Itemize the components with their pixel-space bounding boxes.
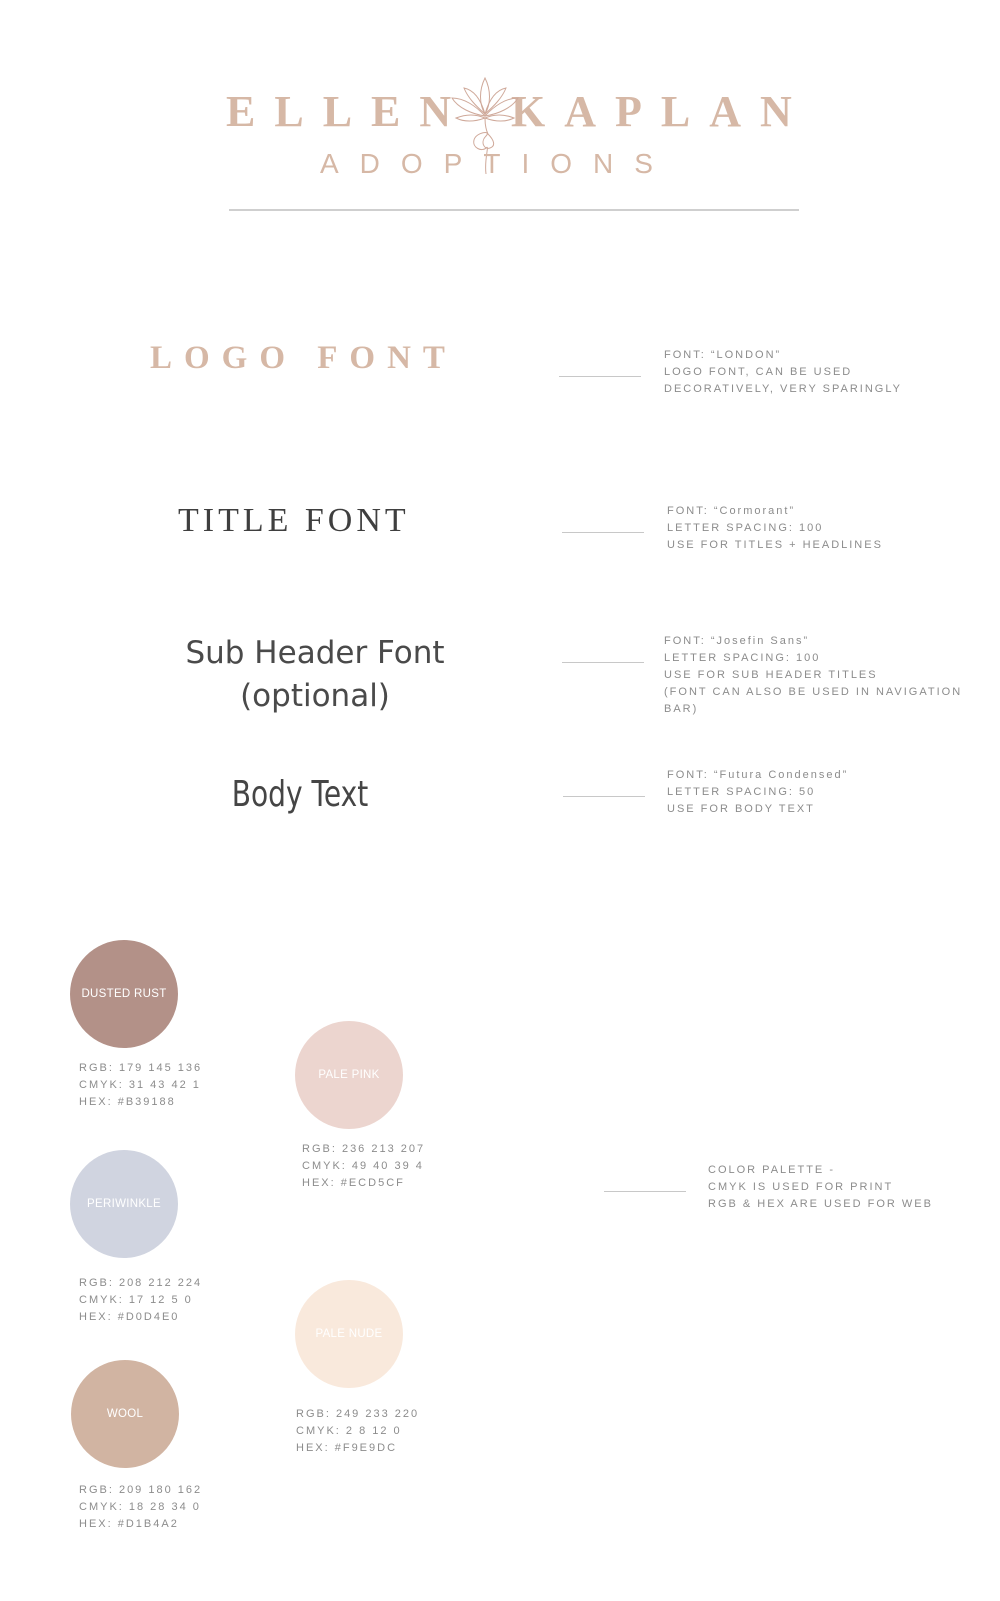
- note-line: FONT: “Josefin Sans”: [664, 635, 810, 647]
- note-line: FONT: “Futura Condensed”: [667, 769, 849, 781]
- swatch-label: WOOL: [106, 1408, 144, 1420]
- note-line: LETTER SPACING: 100: [667, 522, 824, 534]
- note-line: LETTER SPACING: 100: [664, 652, 821, 664]
- cmyk-value: CMYK: 31 43 42 1: [79, 1079, 201, 1091]
- cmyk-value: CMYK: 2 8 12 0: [296, 1425, 402, 1437]
- swatch-periwinkle: [70, 1150, 178, 1258]
- rgb-value: RGB: 179 145 136: [79, 1062, 203, 1074]
- note-line: DECORATIVELY, VERY SPARINGLY: [664, 383, 902, 395]
- logo-font-notes: [664, 347, 902, 398]
- swatch-values-pale-pink: [302, 1141, 425, 1192]
- body-font-sample: Body Text: [231, 774, 369, 815]
- sub-header-sample-line: (optional): [240, 678, 390, 714]
- title-font-notes: [667, 503, 883, 554]
- hex-value: HEX: #B39188: [79, 1096, 176, 1108]
- logo-font-sample: LOGO FONT: [150, 340, 457, 376]
- sub-header-font-notes: [664, 633, 1000, 718]
- rgb-value: RGB: 236 213 207: [302, 1143, 426, 1155]
- rgb-value: RGB: 208 212 224: [79, 1277, 203, 1289]
- swatch-label: PERIWINKLE: [87, 1198, 161, 1210]
- note-line: LETTER SPACING: 50: [667, 786, 816, 798]
- note-line: FONT: “Cormorant”: [667, 505, 796, 517]
- hex-value: HEX: #D0D4E0: [79, 1311, 180, 1323]
- note-line: USE FOR BODY TEXT: [667, 803, 815, 815]
- hex-value: HEX: #ECD5CF: [302, 1177, 405, 1189]
- swatch-pale-nude: [295, 1280, 403, 1388]
- note-line: CMYK IS USED FOR PRINT: [708, 1181, 894, 1193]
- rgb-value: RGB: 209 180 162: [79, 1484, 203, 1496]
- swatch-label: PALE PINK: [318, 1069, 380, 1081]
- swatch-label: PALE NUDE: [315, 1328, 383, 1340]
- connector-line: [562, 662, 644, 663]
- hex-value: HEX: #F9E9DC: [296, 1442, 398, 1454]
- note-line: LOGO FONT, CAN BE USED: [664, 366, 853, 378]
- hex-value: HEX: #D1B4A2: [79, 1518, 179, 1530]
- connector-line: [563, 796, 645, 797]
- logo-word-kaplan: KAPLAN: [511, 87, 811, 136]
- cmyk-value: CMYK: 18 28 34 0: [79, 1501, 201, 1513]
- sub-header-sample-line: Sub Header Font: [185, 635, 445, 671]
- cmyk-value: CMYK: 49 40 39 4: [302, 1160, 424, 1172]
- logo-word-ellen: ELLEN: [226, 87, 471, 136]
- logo-divider: [229, 209, 799, 211]
- swatch-values-wool: [79, 1482, 202, 1533]
- rgb-value: RGB: 249 233 220: [296, 1408, 420, 1420]
- swatch-dusted-rust: [70, 940, 178, 1048]
- swatch-values-periwinkle: [79, 1275, 202, 1326]
- sub-header-font-sample: [160, 632, 470, 718]
- note-line: (FONT CAN ALSO BE USED IN NAVIGATION BAR): [664, 686, 963, 715]
- cmyk-value: CMYK: 17 12 5 0: [79, 1294, 193, 1306]
- connector-line: [604, 1191, 686, 1192]
- note-line: USE FOR SUB HEADER TITLES: [664, 669, 878, 681]
- swatch-label: DUSTED RUST: [81, 988, 167, 1000]
- note-line: COLOR PALETTE -: [708, 1164, 835, 1176]
- swatch-wool: [71, 1360, 179, 1468]
- note-line: FONT: “LONDON”: [664, 349, 782, 361]
- swatch-pale-pink: [295, 1021, 403, 1129]
- connector-line: [559, 376, 641, 377]
- note-line: USE FOR TITLES + HEADLINES: [667, 539, 883, 551]
- logo-subtitle: ADOPTIONS: [320, 148, 674, 179]
- swatch-values-pale-nude: [296, 1406, 419, 1457]
- body-font-notes: [667, 767, 848, 818]
- swatch-values-dusted-rust: [79, 1060, 202, 1111]
- note-line: RGB & HEX ARE USED FOR WEB: [708, 1198, 933, 1210]
- connector-line: [562, 532, 644, 533]
- title-font-sample: TITLE FONT: [178, 502, 410, 539]
- palette-notes: [708, 1162, 933, 1213]
